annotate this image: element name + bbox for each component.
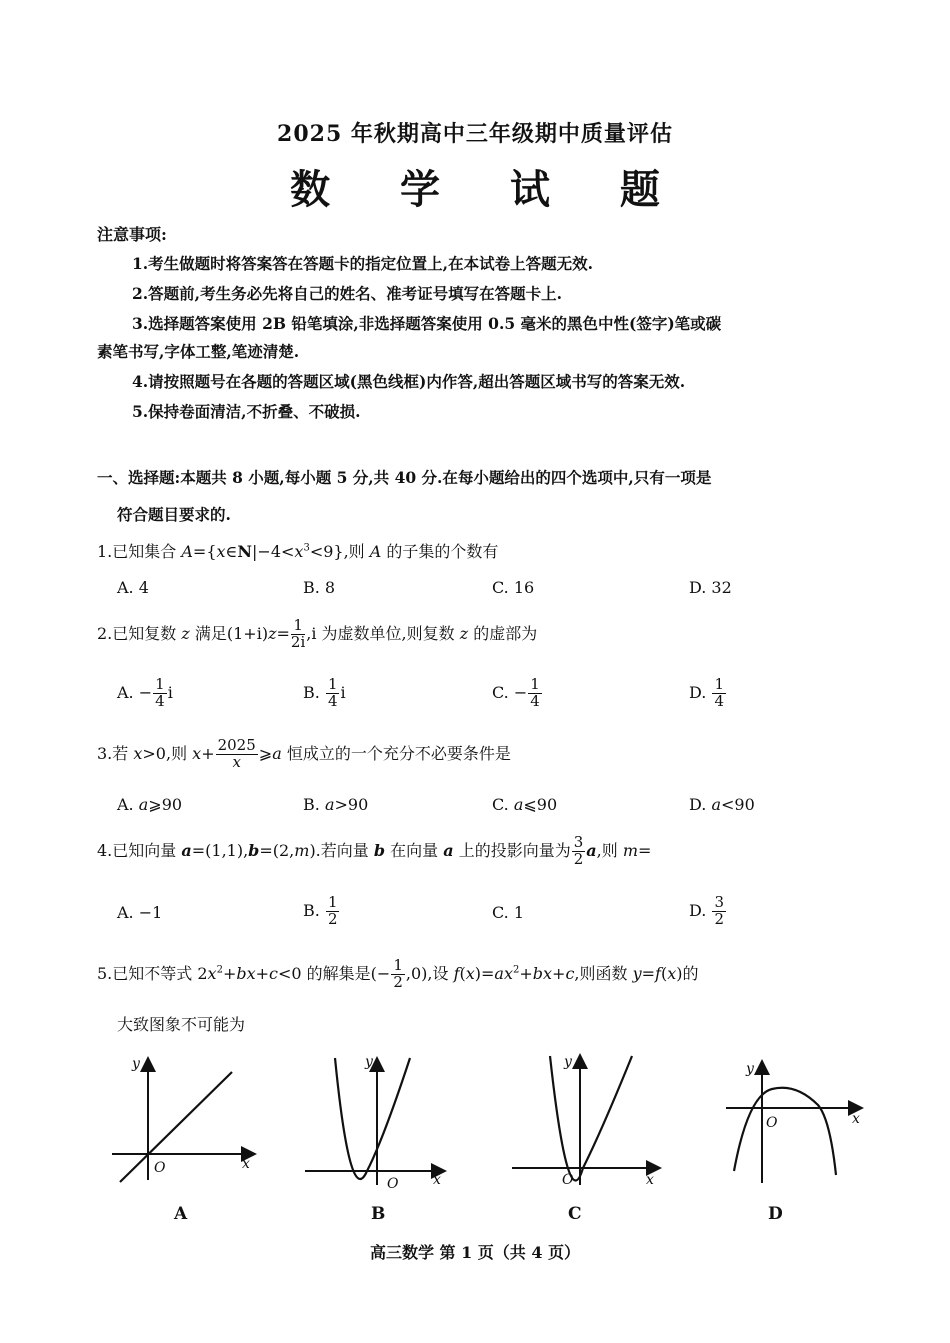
q2-fraction [291, 618, 305, 651]
q2-a-suffix: i [167, 682, 173, 702]
q5-text: <0 的解集是(− [278, 963, 391, 983]
q5-text: + [255, 963, 270, 983]
q5-var: f [655, 963, 661, 983]
q5-exponent: 2 [216, 964, 223, 976]
q2-a-fraction [153, 677, 167, 710]
q5-line2: 大致图象不可能为 [117, 1015, 246, 1034]
q5-var: bx [236, 963, 256, 983]
q2-var: z [459, 623, 469, 643]
opt-prefix: A. [117, 795, 139, 814]
q2-var: z [268, 623, 277, 643]
q4-text: 在向量 [385, 840, 444, 860]
opt-prefix: B. [303, 900, 325, 920]
q4-vector: a [443, 840, 454, 860]
q3-var: x [192, 743, 202, 763]
x-label: x [433, 1172, 441, 1188]
q1-var: A [181, 542, 193, 561]
q5-var: f [453, 963, 460, 983]
q5-exponent: 2 [512, 964, 520, 976]
opt-suffix: ⩾90 [148, 795, 183, 814]
question-3 [97, 738, 511, 771]
parabola-curve [550, 1056, 632, 1181]
y-label: y [564, 1054, 572, 1070]
q5-text: + [552, 963, 566, 983]
opt-prefix: B. [303, 795, 325, 814]
frac-den: 2 [573, 849, 584, 868]
frac-num: 1 [393, 956, 403, 974]
frac-num: 2025 [217, 736, 256, 754]
q5-var: c [269, 963, 278, 983]
opt-var: a [324, 795, 335, 814]
question-2 [97, 618, 537, 651]
graph-b-label: B [371, 1204, 386, 1224]
question-5 [97, 958, 699, 991]
q4-vector: a [181, 840, 192, 860]
y-label: y [746, 1061, 754, 1077]
origin-label: O [387, 1176, 399, 1190]
parabola-curve [734, 1088, 836, 1175]
opt-var: a [711, 795, 721, 814]
opt-prefix: C. [492, 795, 514, 814]
origin-label: O [154, 1160, 166, 1176]
frac-den: 4 [530, 691, 540, 710]
q2-b-prefix: B. [303, 682, 325, 702]
graph-d [720, 1055, 870, 1185]
origin-label: O [766, 1115, 778, 1131]
note-5: 5.保持卷面清洁,不折叠、不破损. [132, 402, 361, 421]
x-label: x [852, 1111, 860, 1127]
q5-var: x [667, 963, 677, 983]
q3-text: + [201, 743, 215, 763]
q5-var: c [565, 963, 575, 983]
q5-text: + [222, 963, 237, 983]
q5-var: x [465, 963, 475, 983]
frac-num: 1 [327, 675, 338, 693]
opt-var: a [513, 795, 524, 814]
q4-text: =(1,1), [191, 840, 249, 860]
q1-text: 1.已知集合 [97, 542, 182, 561]
opt-var: a [138, 795, 149, 814]
q5-text: )的 [676, 963, 699, 983]
note-3a: 3.选择题答案使用 2B 铅笔填涂,非选择题答案使用 0.5 毫米的黑色中性(签字)笔或碳 [132, 314, 722, 333]
q4-vector: b [248, 840, 260, 860]
frac-den: x [232, 752, 241, 771]
y-label: y [132, 1056, 140, 1072]
frac-num: 1 [714, 675, 724, 693]
q5-text: = [641, 963, 656, 983]
q2-option-a [117, 677, 173, 710]
q2-option-d [689, 677, 727, 710]
q4-vector: a [586, 840, 597, 860]
q4-text: ,则 [596, 840, 623, 860]
q4-b-fraction [326, 895, 340, 928]
q4-vector: b [373, 840, 386, 860]
graph-d-label: D [768, 1204, 783, 1224]
q2-c-fraction [528, 677, 542, 710]
q2-text: = [276, 623, 290, 643]
note-2: 2.答题前,考生务必先将自己的姓名、准考证号填写在答题卡上. [132, 284, 562, 303]
q4-text: = [637, 840, 652, 860]
q2-b-suffix: i [340, 682, 346, 702]
frac-num: 3 [573, 833, 584, 851]
exam-subtitle: 2025 年秋期高中三年级期中质量评估 [277, 121, 673, 147]
q2-frac-num: 1 [291, 618, 305, 635]
q2-var: z [181, 623, 190, 643]
q1-exponent: 3 [303, 542, 310, 554]
q2-frac-den: 2i [290, 632, 306, 651]
q2-c-prefix: C. − [492, 682, 528, 702]
q4-text: =(2, [259, 840, 295, 860]
question-1 [97, 539, 498, 562]
q2-text: 的虚部为 [468, 623, 538, 643]
q3-text: 3.若 [97, 743, 134, 763]
section-heading-2: 符合题目要求的. [117, 505, 231, 524]
q5-text: ,0),设 [405, 963, 454, 983]
origin-label: O [562, 1172, 574, 1188]
q4-option-a: A. −1 [117, 903, 163, 922]
frac-den: 2 [393, 972, 403, 991]
q5-text: ,则函数 [574, 963, 633, 983]
q2-option-b [303, 677, 346, 710]
q1-text: |−4< [252, 542, 295, 561]
exam-title: 数 学 试 题 [290, 166, 688, 213]
frac-den: 2 [714, 909, 724, 928]
q3-var: x [133, 743, 143, 763]
q3-text: >0,则 [142, 743, 193, 763]
q2-option-c [492, 677, 543, 710]
frac-num: 1 [327, 893, 338, 911]
graph-c [508, 1050, 668, 1190]
q1-option-c: C. 16 [492, 578, 535, 597]
q5-fraction [391, 958, 405, 991]
q5-var: ax [494, 963, 513, 983]
q1-var: x [216, 542, 226, 561]
graph-a [110, 1050, 260, 1190]
q3-option-b [303, 795, 368, 814]
q4-option-b [303, 895, 340, 928]
q5-text: ( [459, 963, 466, 983]
graph-b [295, 1050, 455, 1190]
q4-d-fraction [712, 895, 726, 928]
frac-den: 4 [714, 691, 724, 710]
q1-var: A [369, 542, 382, 561]
page-footer: 高三数学 第 1 页（共 4 页） [369, 1243, 581, 1262]
notes-heading: 注意事项: [97, 225, 167, 244]
q4-option-d [689, 895, 727, 928]
q4-text: 4.已知向量 [97, 840, 182, 860]
q5-text: ( [660, 963, 668, 983]
q1-var: x [294, 542, 304, 561]
q3-fraction [216, 738, 258, 771]
q2-d-prefix: D. [689, 682, 712, 702]
frac-den: 4 [327, 691, 338, 710]
q1-option-b: B. 8 [303, 578, 336, 597]
q2-b-fraction [326, 677, 340, 710]
q5-var: bx [532, 963, 553, 983]
q1-option-a: A. 4 [117, 578, 149, 597]
q3-option-d [689, 795, 755, 814]
opt-prefix: D. [689, 900, 712, 920]
q1-set-n: N [237, 542, 253, 561]
q2-text: 满足(1+i) [189, 623, 269, 643]
q1-text: ={ [192, 542, 217, 561]
q5-var: x [207, 963, 217, 983]
q3-option-a [117, 795, 182, 814]
q1-text: <9},则 [309, 542, 370, 561]
q4-text: 上的投影向量为 [453, 840, 571, 860]
frac-den: 4 [155, 691, 165, 710]
q2-text: ,i 为虚数单位,则复数 [306, 623, 460, 643]
x-label: x [242, 1156, 250, 1172]
q1-text: ∈ [225, 542, 238, 561]
graph-a-label: A [174, 1204, 188, 1224]
frac-num: 1 [155, 675, 165, 693]
q5-text: )= [474, 963, 495, 983]
note-3b: 素笔书写,字体工整,笔迹清楚. [97, 342, 300, 361]
q4-var: m [622, 840, 638, 860]
q2-d-fraction [712, 677, 726, 710]
q3-option-c [492, 795, 557, 814]
q5-text: 5.已知不等式 2 [97, 963, 208, 983]
q3-text: 恒成立的一个充分不必要条件是 [281, 743, 511, 763]
q5-text: + [519, 963, 533, 983]
note-1: 1.考生做题时将答案答在答题卡的指定位置上,在本试卷上答题无效. [132, 254, 593, 273]
q4-option-c: C. 1 [492, 903, 525, 922]
q2-text: 2.已知复数 [97, 623, 182, 643]
section-heading: 一、选择题:本题共 8 小题,每小题 5 分,共 40 分.在每小题给出的四个选项中,只有一项是 [97, 468, 712, 487]
q1-option-d: D. 32 [689, 578, 732, 597]
question-4 [97, 835, 651, 868]
parabola-curve [335, 1058, 410, 1179]
q4-fraction [572, 835, 586, 868]
q3-text: ⩾ [258, 743, 273, 763]
opt-prefix: D. [689, 795, 712, 814]
y-label: y [365, 1054, 373, 1070]
q3-var: a [272, 743, 282, 763]
frac-num: 1 [530, 675, 540, 693]
x-label: x [646, 1172, 654, 1188]
frac-den: 2 [327, 909, 338, 928]
graph-line [120, 1072, 232, 1182]
q4-text: ).若向量 [309, 840, 374, 860]
opt-suffix: <90 [720, 795, 755, 814]
q4-var: m [294, 840, 310, 860]
q2-a-prefix: A. − [117, 682, 153, 702]
graph-c-label: C [568, 1204, 582, 1224]
frac-num: 3 [714, 893, 724, 911]
q5-var: y [632, 963, 642, 983]
opt-suffix: ⩽90 [523, 795, 558, 814]
opt-suffix: >90 [334, 795, 369, 814]
note-4: 4.请按照题号在各题的答题区域(黑色线框)内作答,超出答题区域书写的答案无效. [132, 372, 686, 391]
q1-text: 的子集的个数有 [381, 542, 499, 561]
